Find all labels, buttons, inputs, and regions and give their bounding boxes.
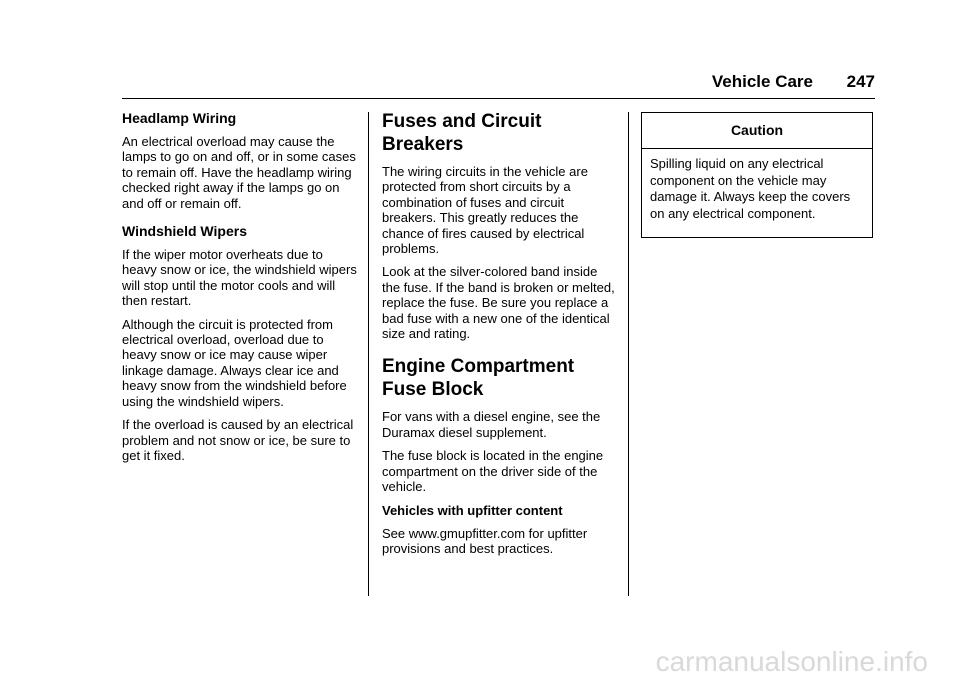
watermark <box>0 646 960 678</box>
caution-title: Caution <box>730 122 784 138</box>
paragraph-engine-1: For vans with a diesel engine, see the Duramax diesel supplement. <box>382 409 601 440</box>
heading-windshield-wipers: Windshield Wipers <box>122 223 247 240</box>
section-title: Vehicle Care <box>711 72 813 91</box>
column-divider-2 <box>628 112 629 596</box>
heading-engine-fuse-block: Engine Compartment Fuse Block <box>382 356 575 401</box>
paragraph-wipers-1: If the wiper motor overheats due to heavy snow or ice, the windshield wipers will stop until the motor cools and will then restart. <box>122 247 357 309</box>
subheading-upfitter: Vehicles with upfitter content <box>382 502 563 518</box>
paragraph-engine-2: The fuse block is located in the engine compartment on the driver side of the vehicle. <box>382 448 604 495</box>
page-header <box>122 72 875 96</box>
heading-headlamp-wiring: Headlamp Wiring <box>122 110 237 126</box>
caution-rule <box>642 148 872 149</box>
column-middle <box>382 110 618 565</box>
caution-box <box>641 112 873 238</box>
heading-fuses-circuit-breakers: Fuses and Circuit Breakers <box>382 111 542 155</box>
watermark-text: carmanualsonline.info <box>655 646 928 677</box>
caution-text: Spilling liquid on any electrical component on the vehicle may damage it. Always keep the covers on any electrical component. <box>650 156 851 221</box>
paragraph-wipers-3: If the overload is caused by an electrical problem and not snow or ice, be sure to get it fixed. <box>122 417 354 463</box>
paragraph-headlamp: An electrical overload may cause the lamps to go on and off, or in some cases to remain off. Have the headlamp wiring checked right away if the lamps go on and off or remain off. <box>122 134 356 211</box>
column-divider-1 <box>368 112 369 596</box>
paragraph-fuses-1: The wiring circuits in the vehicle are protected from short circuits by a combination of fuses and circuit breakers. This greatly reduces the chance of fires caused by electrical problems. <box>382 164 588 257</box>
page-number: 247 <box>846 72 875 91</box>
paragraph-fuses-2: Look at the silver-colored band inside the fuse. If the band is broken or melted, replace the fuse. Be sure you replace a bad fuse with a new one of the identical size and rating. <box>382 264 615 342</box>
header-rule <box>122 98 875 99</box>
paragraph-upfitter: See www.gmupfitter.com for upfitter provisions and best practices. <box>382 525 588 557</box>
column-left <box>122 110 360 471</box>
column-right <box>641 112 875 238</box>
paragraph-wipers-2: Although the circuit is protected from electrical overload, overload due to heavy snow or ice may cause wiper linkage damage. Always clear ice and heavy snow from the windshield before using the windshield wipers. <box>122 316 347 409</box>
